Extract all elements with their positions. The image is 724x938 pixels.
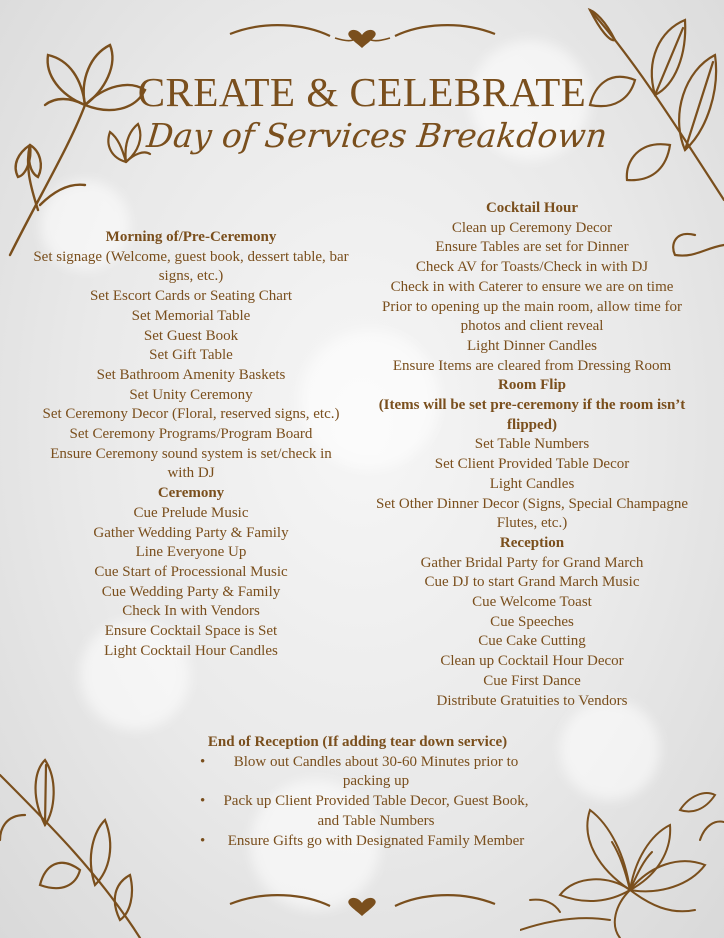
list-item: Check AV for Toasts/Check in with DJ xyxy=(415,259,649,276)
list-item: Set Bathroom Amenity Baskets xyxy=(96,366,286,383)
list-item: Gather Bridal Party for Grand March xyxy=(420,554,644,571)
list-item: Clean up Cocktail Hour Decor xyxy=(440,653,624,670)
list-item: Cue Welcome Toast xyxy=(472,594,592,611)
list-item: Cue DJ to start Grand March Music xyxy=(424,574,640,591)
right-column xyxy=(362,199,702,711)
page-subtitle: Day of Services Breakdown xyxy=(144,116,610,155)
list-item: Set Ceremony Decor (Floral, reserved signs, etc.) xyxy=(42,406,340,423)
bullet-icon: • xyxy=(200,832,206,849)
list-item: Line Everyone Up xyxy=(135,544,247,561)
list-item: Set Ceremony Programs/Program Board xyxy=(69,426,313,443)
page-title: CREATE & CELEBRATE xyxy=(137,69,587,115)
bullet-icon: • xyxy=(200,753,206,770)
section-heading-cocktail: Cocktail Hour xyxy=(485,200,579,216)
bottom-flourish-icon xyxy=(225,890,500,922)
list-item: Cue Cake Cutting xyxy=(478,633,586,650)
list-item: Set Gift Table xyxy=(149,347,233,364)
list-item: Set Other Dinner Decor (Signs, Special Champagne Flutes, etc.) xyxy=(375,495,688,532)
list-item: Cue Speeches xyxy=(490,613,574,630)
list-item: Cue Prelude Music xyxy=(133,504,249,521)
list-item xyxy=(190,832,540,852)
list-item: Set Guest Book xyxy=(143,327,239,344)
section-heading-flip: Room Flip xyxy=(498,377,566,394)
section-subheading-flip: (Items will be set pre-ceremony if the room isn’t flipped) xyxy=(378,397,686,433)
leaves-bottom-left-icon xyxy=(0,755,150,938)
list-item: Prior to opening up the main room, allow time for photos and client reveal xyxy=(382,298,682,335)
section-heading-reception: Reception xyxy=(499,534,565,551)
list-item: Set Unity Ceremony xyxy=(129,386,253,403)
list-item: Light Candles xyxy=(489,475,575,492)
list-item: Clean up Ceremony Decor xyxy=(451,219,613,236)
list-item: Light Cocktail Hour Candles xyxy=(104,642,278,659)
list-item: Cue Wedding Party & Family xyxy=(101,583,281,600)
section-heading-ceremony: Ceremony xyxy=(157,485,225,502)
list-item: Set Client Provided Table Decor xyxy=(434,456,630,473)
list-item: Gather Wedding Party & Family xyxy=(93,524,289,541)
list-item xyxy=(190,753,540,792)
section-heading-morning: Morning of/Pre-Ceremony xyxy=(105,229,277,245)
list-item-text: Ensure Gifts go with Designated Family Member xyxy=(227,832,525,849)
list-item xyxy=(190,792,540,831)
list-item: Set Table Numbers xyxy=(474,436,590,453)
list-item: Cue Start of Processional Music xyxy=(94,563,288,580)
list-item: Cue First Dance xyxy=(483,672,581,689)
list-item-text: Blow out Candles about 30-60 Minutes prior to packing up xyxy=(233,753,519,790)
list-item: Check in with Caterer to ensure we are on time xyxy=(390,278,674,295)
list-item: Distribute Gratuities to Vendors xyxy=(436,692,628,709)
list-item: Ensure Cocktail Space is Set xyxy=(104,623,278,640)
section-heading-teardown: End of Reception (If adding tear down service) xyxy=(207,734,508,750)
list-item: Set signage (Welcome, guest book, dessert table, bar signs, etc.) xyxy=(33,248,349,285)
bullet-icon: • xyxy=(200,793,206,810)
list-item: Set Escort Cards or Seating Chart xyxy=(89,288,293,305)
list-item: Ensure Items are cleared from Dressing Room xyxy=(392,357,672,374)
list-item: Ensure Tables are set for Dinner xyxy=(435,239,629,256)
list-item: Set Memorial Table xyxy=(131,307,251,324)
list-item-text: Pack up Client Provided Table Decor, Guest Book, and Table Numbers xyxy=(223,793,529,829)
lily-bottom-right-icon xyxy=(520,780,724,938)
top-flourish-icon xyxy=(225,22,500,54)
teardown-section xyxy=(190,733,540,851)
list-item: Ensure Ceremony sound system is set/check in with DJ xyxy=(50,445,332,482)
list-item: Light Dinner Candles xyxy=(467,337,597,354)
left-column xyxy=(22,228,360,661)
teardown-list xyxy=(190,753,540,852)
list-item: Check In with Vendors xyxy=(122,603,260,620)
